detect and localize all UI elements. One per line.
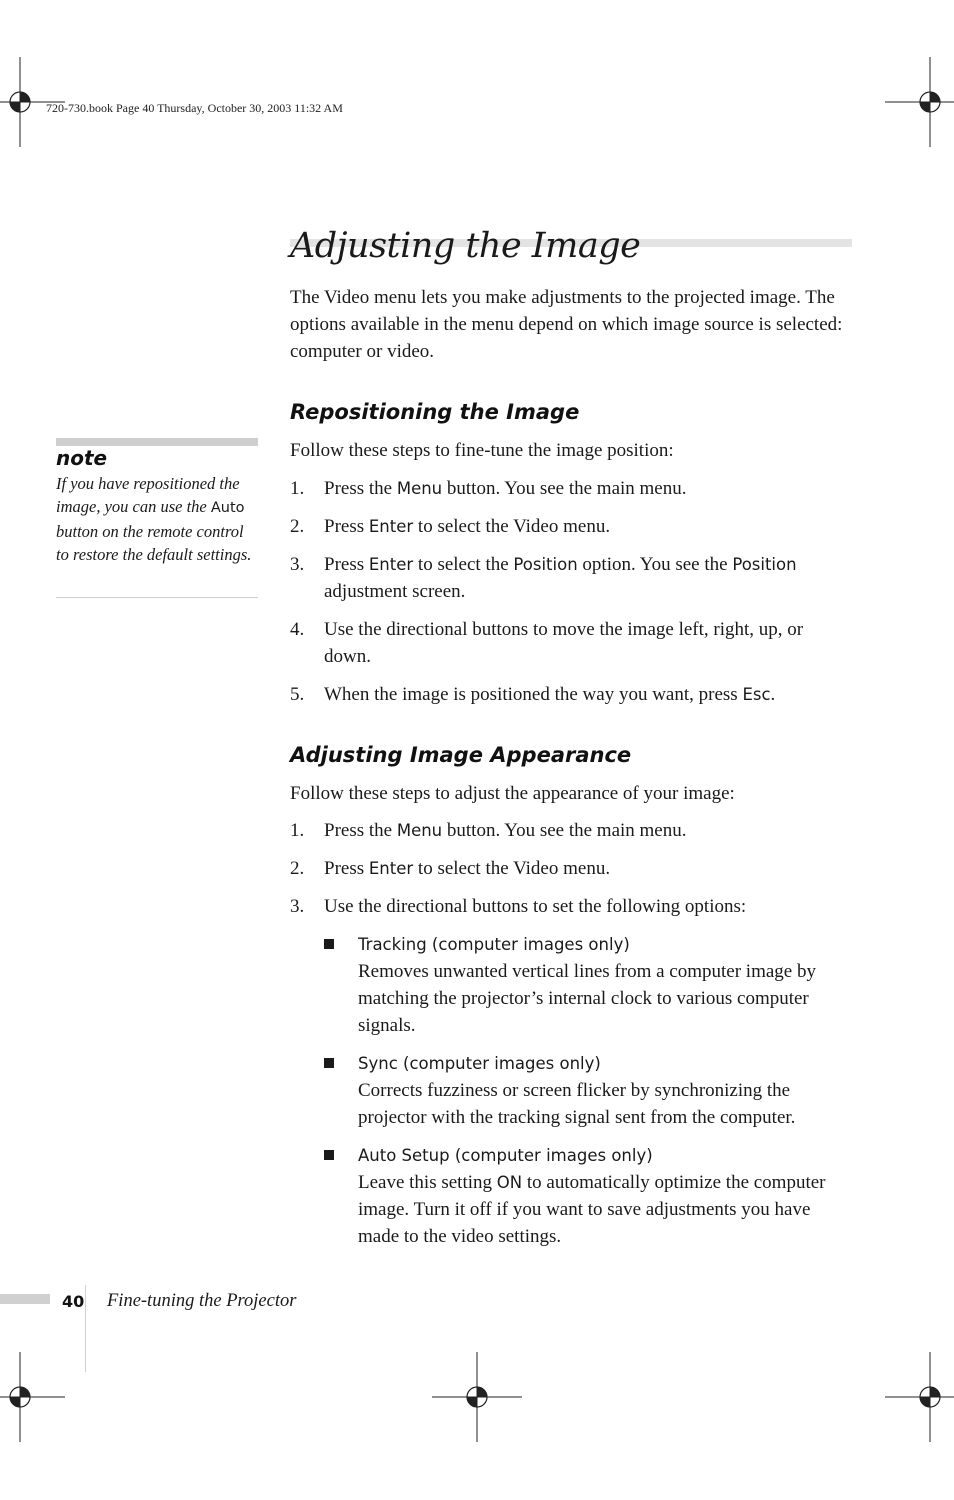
option-item	[323, 931, 853, 1039]
ui-term: Menu	[396, 821, 443, 840]
text-run: option. You see the	[577, 554, 733, 575]
text-run: Leave this setting	[358, 1172, 497, 1193]
step-number: 1.	[290, 478, 305, 499]
text-run: adjustment screen.	[324, 581, 466, 602]
text-run: button. You see the main menu.	[442, 478, 687, 499]
text-run: Press	[324, 858, 369, 879]
text-run: Press	[324, 516, 369, 537]
section-heading-appearance: Adjusting Image Appearance	[290, 743, 632, 767]
option-name: Sync (computer images only)	[358, 1054, 601, 1073]
option-name: Tracking (computer images only)	[358, 935, 630, 954]
page-number: 40	[62, 1292, 85, 1311]
step-number: 1.	[290, 820, 305, 841]
ui-term: Position	[513, 555, 578, 574]
file-header: 720-730.book Page 40 Thursday, October 30, 2003 11:32 AM	[46, 101, 343, 115]
chapter-title: Fine-tuning the Projector	[107, 1291, 297, 1311]
text-run: .	[770, 684, 776, 705]
registration-mark-top-right	[885, 57, 954, 147]
step-item	[290, 855, 850, 882]
text-run: Press	[324, 554, 369, 575]
section2-steps	[290, 817, 850, 931]
section1-steps	[290, 475, 850, 719]
ui-term: Enter	[368, 859, 414, 878]
video-options-list	[323, 931, 853, 1261]
step-number: 3.	[290, 554, 305, 575]
note-text	[56, 472, 256, 566]
step-item	[290, 551, 850, 605]
square-bullet-icon	[324, 1058, 334, 1068]
ui-term: Enter	[368, 517, 414, 536]
step-item	[290, 893, 850, 920]
section1-lead: Follow these steps to fine-tune the image position:	[290, 440, 674, 461]
text-run: to automatically optimize the computer image. Turn it off if you want to save adjustments you have made to the video settings.	[358, 1172, 826, 1247]
text-run: Press the	[324, 478, 397, 499]
step-number: 2.	[290, 516, 305, 537]
registration-mark-bottom-left	[0, 1352, 65, 1442]
ui-term: Position	[732, 555, 797, 574]
ui-term: Esc	[742, 685, 771, 704]
note-text-after: button on the remote control to restore the default settings.	[56, 522, 252, 564]
note-heading: note	[56, 446, 108, 470]
text-run: Press the	[324, 820, 397, 841]
step-number: 3.	[290, 896, 305, 917]
step-item	[290, 475, 850, 502]
square-bullet-icon	[324, 939, 334, 949]
intro-paragraph: The Video menu lets you make adjustments to the projected image. The options available in the menu depend on which image source is selected: computer or video.	[290, 287, 843, 362]
registration-mark-bottom-right	[885, 1352, 954, 1442]
step-item	[290, 616, 850, 670]
text-run: When the image is positioned the way you want, press	[324, 684, 743, 705]
text-run: to select the Video menu.	[413, 858, 611, 879]
step-item	[290, 681, 850, 708]
text-run: Use the directional buttons to set the following options:	[324, 896, 747, 917]
footer-divider	[85, 1285, 86, 1372]
text-run: to select the	[413, 554, 514, 575]
option-item	[323, 1050, 853, 1131]
step-number: 2.	[290, 858, 305, 879]
note-bottom-rule	[56, 597, 258, 598]
option-name: Auto Setup (computer images only)	[358, 1146, 653, 1165]
text-run: Corrects fuzziness or screen flicker by synchronizing the projector with the tracking signal sent from the computer.	[358, 1080, 796, 1128]
text-run: Use the directional buttons to move the image left, right, up, or down.	[324, 619, 804, 667]
note-text-before: If you have repositioned the image, you can use the	[56, 474, 240, 516]
text-run: Removes unwanted vertical lines from a computer image by matching the projector’s internal clock to various computer signals.	[358, 961, 816, 1036]
text-run: to select the Video menu.	[413, 516, 611, 537]
ui-term: Enter	[368, 555, 414, 574]
ui-term: Menu	[396, 479, 443, 498]
ui-term: ON	[496, 1173, 523, 1192]
square-bullet-icon	[324, 1150, 334, 1160]
step-item	[290, 817, 850, 844]
text-run: button. You see the main menu.	[442, 820, 687, 841]
note-auto-button-label: Auto	[210, 500, 245, 516]
registration-mark-bottom-center	[432, 1352, 522, 1442]
step-number: 5.	[290, 684, 305, 705]
option-item	[323, 1142, 853, 1250]
step-item	[290, 513, 850, 540]
section-heading-repositioning: Repositioning the Image	[290, 400, 580, 424]
footer-bar	[0, 1294, 50, 1304]
note-rule	[56, 438, 258, 446]
step-number: 4.	[290, 619, 305, 640]
page-title: Adjusting the Image	[290, 226, 641, 266]
section2-lead: Follow these steps to adjust the appearance of your image:	[290, 783, 735, 804]
